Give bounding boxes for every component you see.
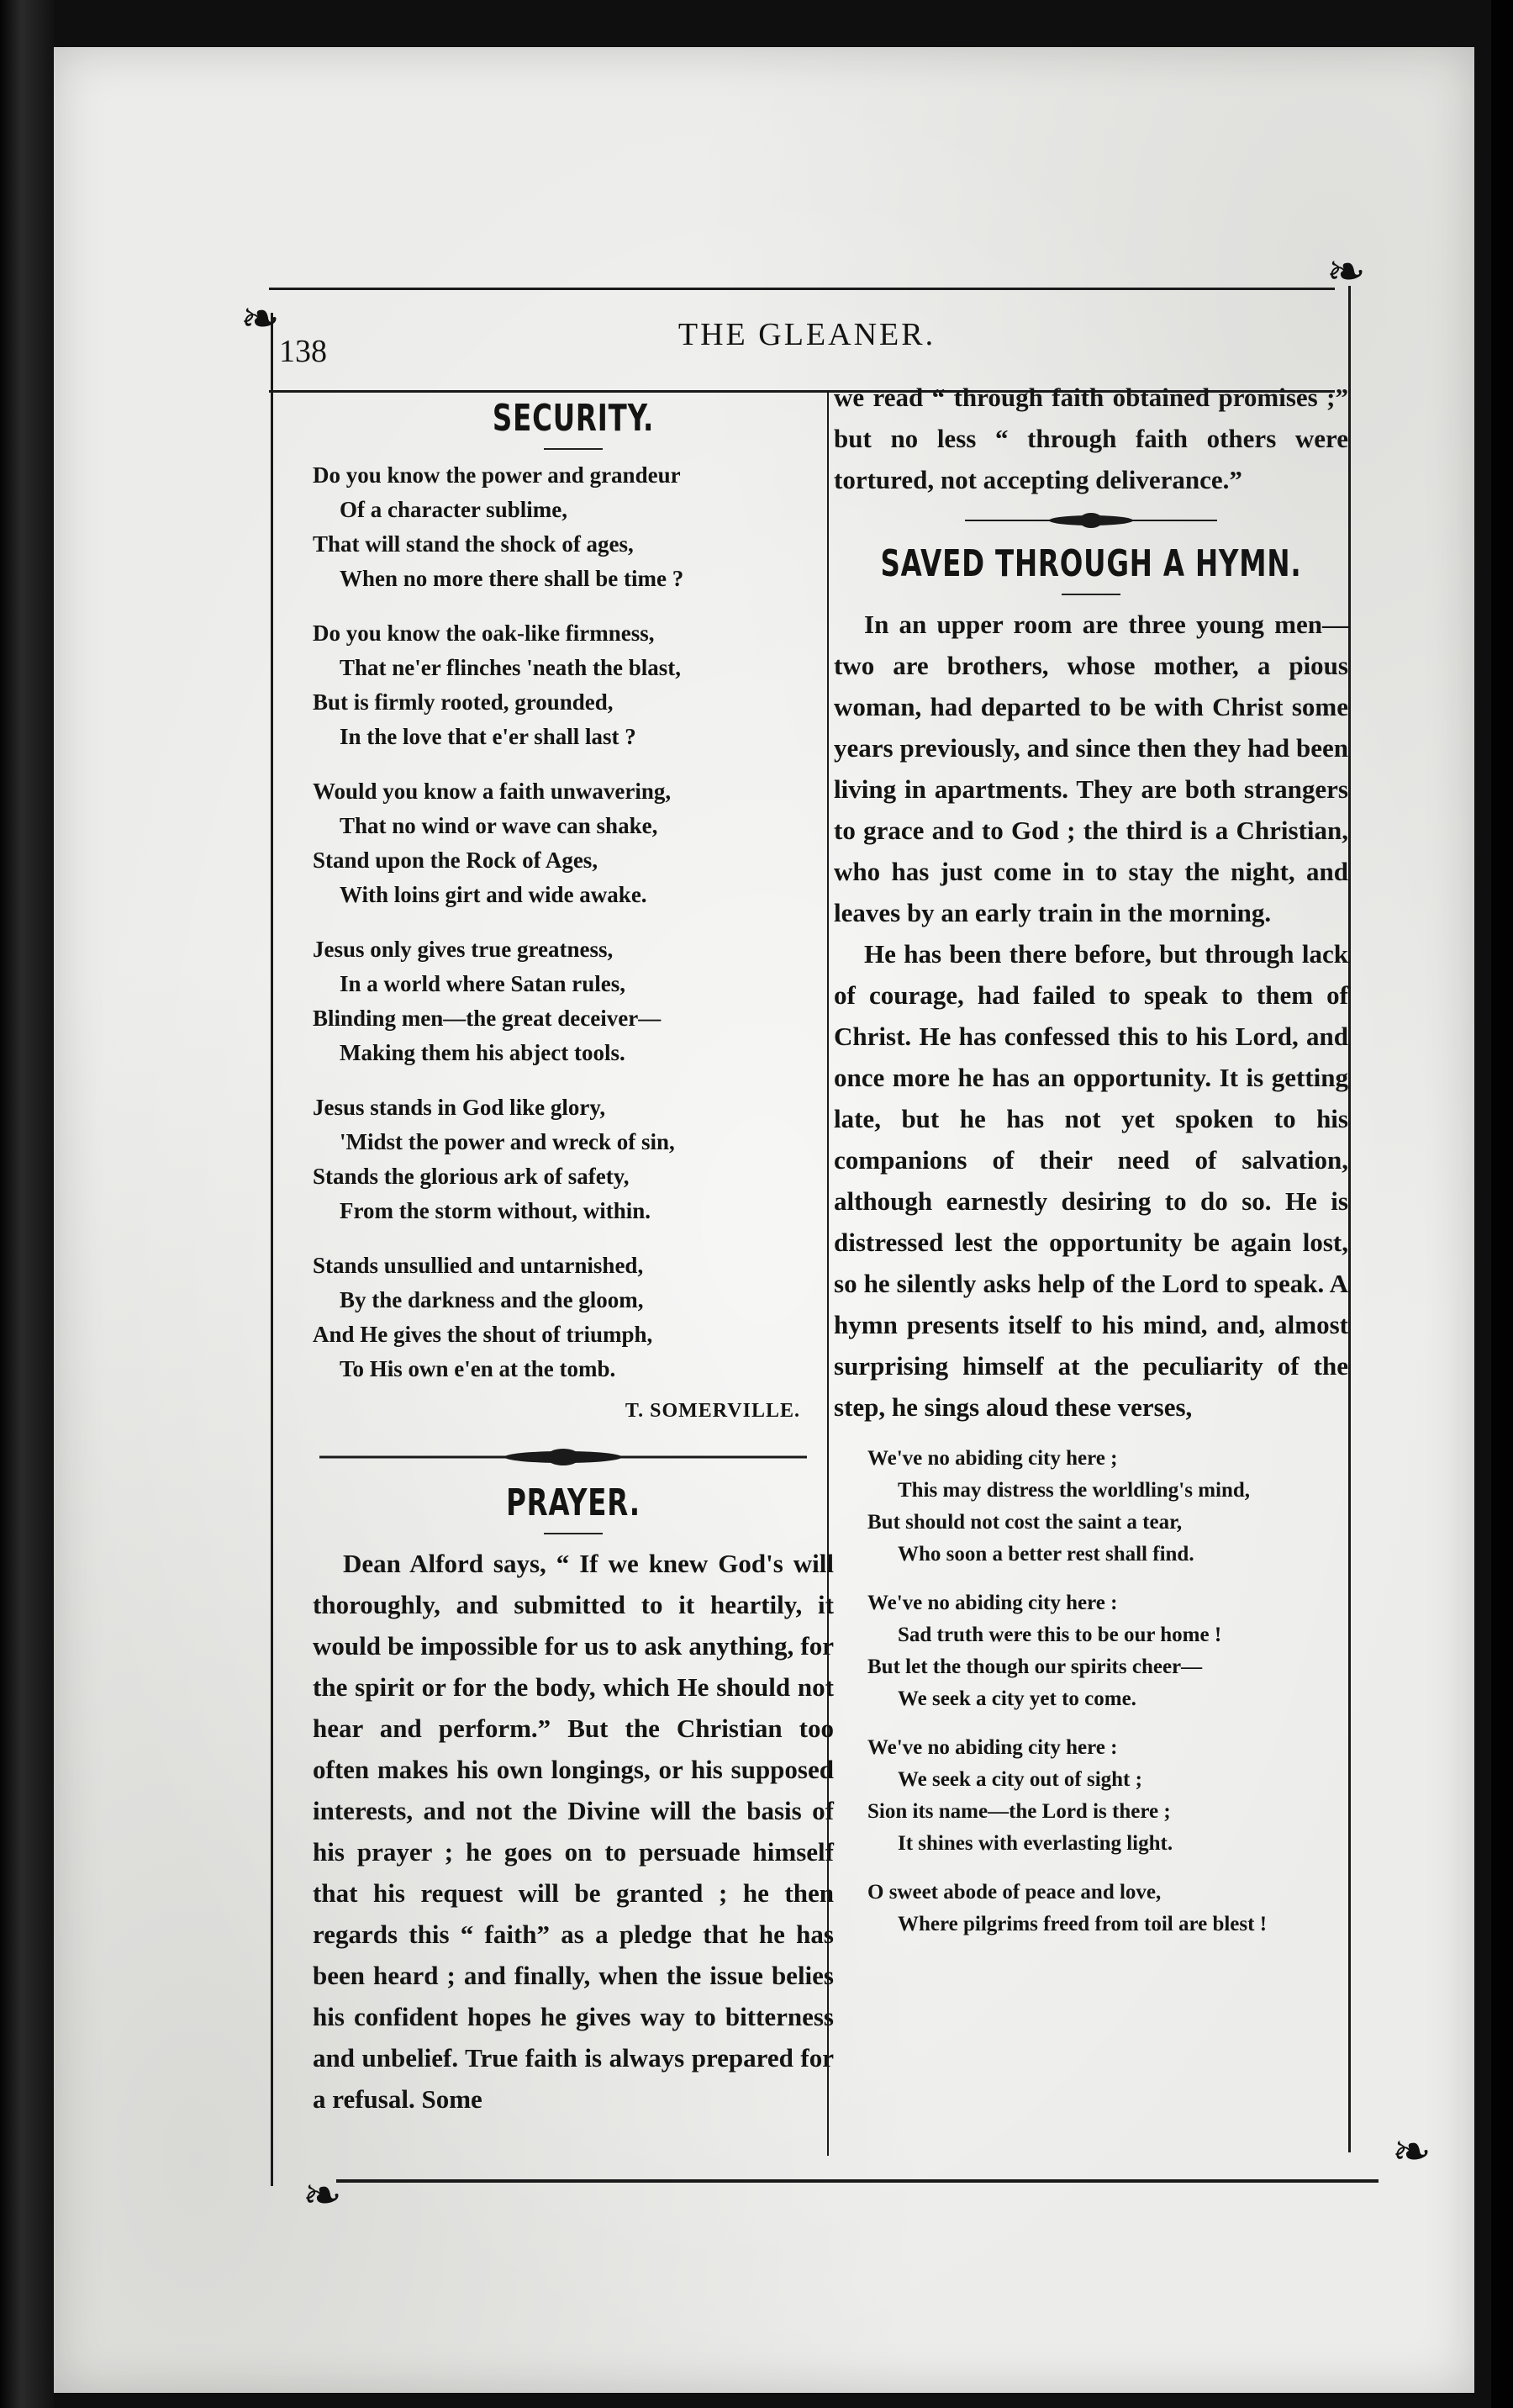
running-title: THE GLEANER. (677, 317, 936, 352)
poem-line: By the darkness and the gloom, (340, 1287, 644, 1312)
poem-line: Jesus stands in God like glory, (313, 1095, 606, 1120)
poem-line: Stands the glorious ark of safety, (313, 1164, 630, 1189)
poem-line: That no wind or wave can shake, (340, 813, 658, 838)
hymn-line: We've no abiding city here : (867, 1592, 1118, 1614)
title-underline (1062, 594, 1120, 595)
hymn-line: We've no abiding city here ; (867, 1447, 1118, 1470)
article-paragraph: In an upper room are three young men—two are brothers, whose mother, a pious woman, had departed to be with Christ some years previously, and since then they had been living in apartments. They are both strangers to grace and to God ; the third is a Christian, who has just come in to stay the night, and leaves by an early train in the morning. (834, 610, 1348, 927)
poem-stanza (313, 1249, 834, 1386)
frame-left-rule (271, 313, 273, 2186)
poem-line: To His own e'en at the tomb. (340, 1356, 616, 1381)
right-column (834, 377, 1348, 1957)
book-binding-edge (0, 0, 54, 2408)
poem-line: That ne'er flinches 'neath the blast, (340, 655, 682, 680)
article-continuation: we read “ through faith obtained promises ;” but no less “ through faith others were tortured, not accepting deliverance.” (834, 383, 1348, 494)
leaf-ornament-icon: ❧ (240, 293, 280, 346)
hymn-line: This may distress the worldling's mind, (898, 1479, 1251, 1502)
section-divider-ornament (319, 1444, 807, 1470)
left-column (313, 397, 834, 2120)
article-paragraph: He has been there before, but through lack of courage, had failed to speak to them of Christ. He has confessed this to his Lord, and once more he has an opportunity. It is getting late, but he has not yet spoken to his companions of their need of salvation, although earnestly desiring to do so. He is distressed lest the opportunity be again lost, so he silently asks help of the Lord to speak. A hymn presents itself to his mind, and, almost surprising himself at the peculiarity of the step, he sings aloud these verses, (834, 939, 1348, 1422)
title-underline (544, 1533, 603, 1534)
poem-line: Jesus only gives true greatness, (313, 937, 614, 962)
hymn-stanza (867, 1877, 1348, 1941)
poem-stanza (313, 774, 834, 912)
poem-stanza (313, 458, 834, 596)
poem-stanza (313, 616, 834, 754)
hymn-stanza (867, 1587, 1348, 1715)
poem-line: Blinding men—the great deceiver— (313, 1006, 662, 1031)
poem-line: Of a character sublime, (340, 497, 567, 522)
hymn-stanza (867, 1732, 1348, 1860)
hymn-line: But let the though our spirits cheer— (867, 1656, 1203, 1678)
leaf-ornament-icon: ❧ (1392, 2126, 1431, 2178)
hymn-line: We seek a city out of sight ; (898, 1768, 1142, 1791)
poem-line: In a world where Satan rules, (340, 971, 626, 996)
poem-line: From the storm without, within. (340, 1198, 651, 1223)
scan-right-edge (1491, 0, 1513, 2408)
poem-line: Stand upon the Rock of Ages, (313, 848, 598, 873)
hymn-line: But should not cost the saint a tear, (867, 1511, 1183, 1534)
article-title: SAVED THROUGH A HYMN. (880, 542, 1302, 585)
article-text: Dean Alford says, “ If we knew God's will thoroughly, and submitted to it heartily, it would be impossible for us to ask anything, for the spirit or for the body, which He should not hear and perform.” But the Christian too often makes his own longings, or his supposed interests, and not the Divine will the basis of his prayer ; he goes on to persuade himself that his request will be granted ; he then regards this “ faith” as a pledge that he has been heard ; and finally, when the issue belies his confident hopes he gives way to bitterness and unbelief. True faith is always prepared for a refusal. Some (313, 1549, 834, 2114)
header-rule-top (269, 288, 1335, 290)
poem-attribution: T. SOMERVILLE. (625, 1400, 800, 1422)
poem-line: With loins girt and wide awake. (340, 882, 647, 907)
hymn-line: Sad truth were this to be our home ! (898, 1624, 1222, 1646)
hymn-line: We've no abiding city here : (867, 1736, 1118, 1759)
hymn-verses (834, 1443, 1348, 1941)
hymn-line: Sion its name—the Lord is there ; (867, 1800, 1171, 1823)
poem-body (313, 458, 834, 1386)
poem-stanza (313, 1090, 834, 1228)
section-divider-ornament (965, 510, 1217, 531)
frame-bottom-rule (336, 2179, 1379, 2183)
poem-line: 'Midst the power and wreck of sin, (340, 1129, 675, 1154)
poem-line: Do you know the oak-like firmness, (313, 620, 655, 646)
poem-line: Stands unsullied and untarnished, (313, 1253, 644, 1278)
hymn-line: It shines with everlasting light. (898, 1832, 1173, 1855)
poem-line: But is firmly rooted, grounded, (313, 689, 614, 715)
hymn-line: Who soon a better rest shall find. (898, 1543, 1194, 1566)
title-underline (544, 448, 603, 450)
hymn-line: We seek a city yet to come. (898, 1687, 1136, 1710)
poem-line: In the love that e'er shall last ? (340, 724, 636, 749)
hymn-line: O sweet abode of peace and love, (867, 1881, 1162, 1904)
hymn-stanza (867, 1443, 1348, 1571)
poem-line: Making them his abject tools. (340, 1040, 625, 1065)
poem-line: Do you know the power and grandeur (313, 462, 681, 488)
poem-title: SECURITY. (492, 397, 655, 440)
article-title: PRAYER. (506, 1481, 641, 1524)
poem-line: Would you know a faith unwavering, (313, 779, 672, 804)
frame-right-rule (1348, 286, 1351, 2152)
poem-line: When no more there shall be time ? (340, 566, 684, 591)
poem-line: And He gives the shout of triumph, (313, 1322, 653, 1347)
leaf-ornament-icon: ❧ (1326, 246, 1366, 298)
page-number: 138 (279, 334, 327, 369)
poem-stanza (313, 932, 834, 1070)
leaf-ornament-icon: ❧ (303, 2170, 342, 2222)
poem-line: That will stand the shock of ages, (313, 531, 634, 557)
hymn-line: Where pilgrims freed from toil are blest ! (898, 1913, 1268, 1935)
